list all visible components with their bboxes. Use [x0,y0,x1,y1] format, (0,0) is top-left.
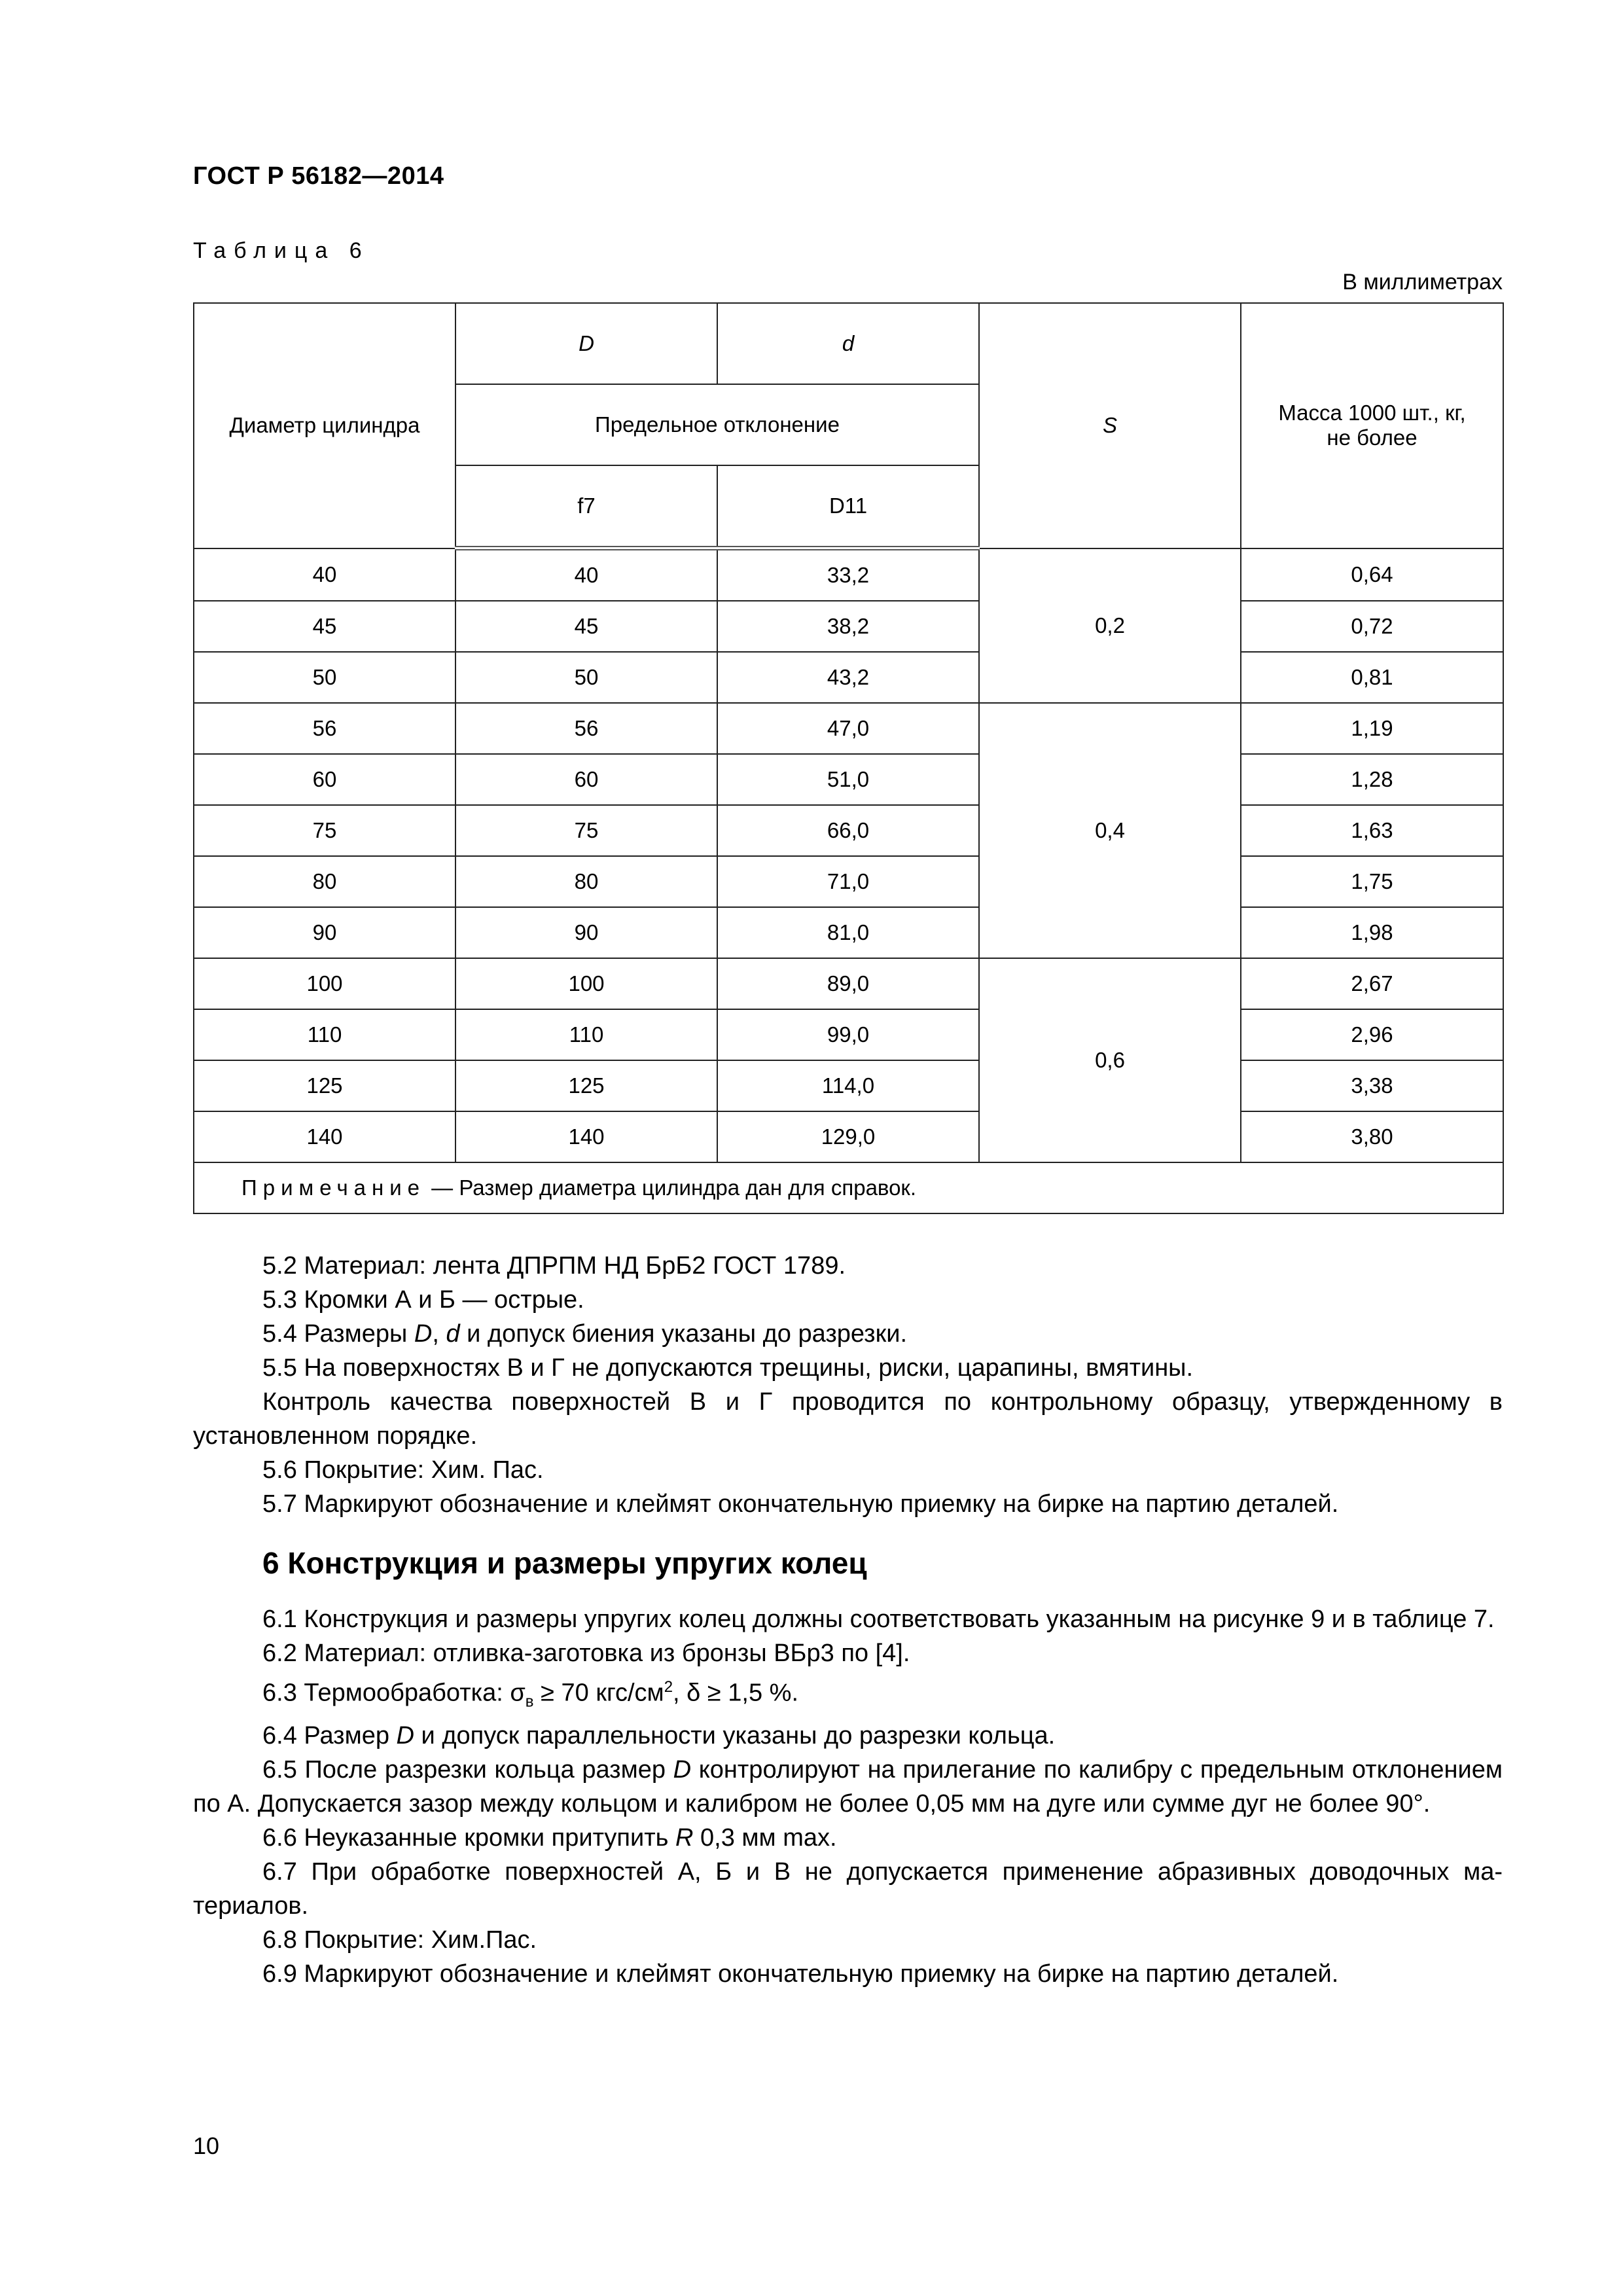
cell-mass: 2,96 [1241,1009,1503,1060]
text: контролируют на прилегание по калибру с предельным отклонением по А. Допускается зазор между кольцом и калибром не более 0,05 мм на дуге или сумме дуг не более 90°. [193,1756,1503,1818]
header-diameter: Диаметр цилиндра [194,303,455,548]
text: 6.3 Термообработка: σ [262,1679,526,1707]
header-mass: Масса 1000 шт., кг, не более [1241,303,1503,548]
table-row [194,601,1503,652]
cell-D: 75 [455,805,717,856]
table-note-row [194,1162,1503,1213]
table-row [194,754,1503,805]
paragraph-5-5-continued: Контроль качества поверхностей В и Г проводится по контрольному образцу, утвержденному в установленном порядке. [193,1388,1503,1450]
header-D: D [455,303,717,384]
body-text [193,1249,1503,1991]
header-tolerance: Предельное отклонение [455,384,979,465]
paragraph-6-8: 6.8 Покрытие: Хим.Пас. [262,1926,537,1954]
cell-diameter: 100 [194,958,455,1009]
table-units: В миллиметрах [1342,270,1503,295]
cell-d: 71,0 [717,856,979,907]
table-row [194,907,1503,958]
text: 6.6 Неуказанные кромки притупить [262,1824,675,1852]
cell-D: 80 [455,856,717,907]
header-d: d [717,303,979,384]
cell-D: 45 [455,601,717,652]
cell-S: 0,2 [979,548,1241,704]
table-row [194,805,1503,856]
cell-diameter: 75 [194,805,455,856]
paragraph-6-4 [193,1719,1503,1753]
paragraph-6-7: 6.7 При обработке поверхностей А, Б и В не допускается применение абразивных доводочных материалов. [193,1858,1503,1920]
cell-mass: 1,28 [1241,754,1503,805]
text: и допуск параллельности указаны до разрезки кольца. [414,1722,1056,1750]
table-row [194,652,1503,703]
cell-D: 60 [455,754,717,805]
text: , δ ≥ 1,5 %. [673,1679,799,1707]
cell-mass: 1,98 [1241,907,1503,958]
paragraph-6-3 [193,1670,1503,1719]
cell-D: 100 [455,958,717,1009]
cell-mass: 1,19 [1241,703,1503,754]
paragraph-6-2: 6.2 Материал: отливка-заготовка из бронзы ВБр3 по [4]. [262,1640,910,1667]
cell-S: 0,6 [979,958,1241,1162]
symbol-d: d [446,1320,460,1348]
cell-mass: 3,38 [1241,1060,1503,1111]
paragraph-6-9: 6.9 Маркируют обозначение и клеймят окончательную приемку на бирке на партию деталей. [262,1960,1339,1988]
paragraph-6-5 [193,1753,1503,1821]
cell-d: 51,0 [717,754,979,805]
cell-d: 114,0 [717,1060,979,1111]
text: и допуск биения указаны до разрезки. [459,1320,908,1348]
cell-D: 90 [455,907,717,958]
cell-diameter: 40 [194,548,455,601]
cell-mass: 0,81 [1241,652,1503,703]
text: 6.4 Размер [262,1722,397,1750]
cell-d: 38,2 [717,601,979,652]
table-row [194,1009,1503,1060]
cell-d: 47,0 [717,703,979,754]
symbol-D: D [396,1722,414,1750]
table-row [194,958,1503,1009]
table-row [194,548,1503,601]
cell-mass: 1,75 [1241,856,1503,907]
dimensions-table [193,302,1504,1214]
text: 5.4 Размеры [262,1320,414,1348]
cell-mass: 2,67 [1241,958,1503,1009]
cell-mass: 0,64 [1241,548,1503,601]
cell-S: 0,4 [979,703,1241,958]
table-row [194,1111,1503,1162]
superscript: 2 [664,1678,673,1696]
cell-d: 81,0 [717,907,979,958]
text: ≥ 70 кгс/см [533,1679,664,1707]
note-prefix: Примечание [241,1175,426,1200]
subscript: в [525,1693,534,1711]
section-6-heading: 6 Конструкция и размеры упругих колец [262,1546,867,1580]
table-row [194,703,1503,754]
note-text: — Размер диаметра цилиндра дан для справок. [425,1175,917,1200]
cell-D: 56 [455,703,717,754]
cell-D: 140 [455,1111,717,1162]
cell-diameter: 90 [194,907,455,958]
paragraph-5-5: 5.5 На поверхностях В и Г не допускаются трещины, риски, царапины, вмятины. [262,1354,1194,1382]
symbol-D: D [414,1320,433,1348]
cell-diameter: 56 [194,703,455,754]
header-f7: f7 [455,465,717,548]
cell-mass: 0,72 [1241,601,1503,652]
cell-diameter: 50 [194,652,455,703]
text: 6.5 После разрезки кольца размер [262,1756,673,1784]
cell-diameter: 140 [194,1111,455,1162]
header-S: S [979,303,1241,548]
cell-diameter: 45 [194,601,455,652]
cell-mass: 1,63 [1241,805,1503,856]
cell-diameter: 125 [194,1060,455,1111]
text: 0,3 мм max. [693,1824,837,1852]
cell-D: 110 [455,1009,717,1060]
paragraph-5-4 [193,1317,1503,1351]
paragraph-5-3: 5.3 Кромки А и Б — острые. [262,1286,584,1314]
cell-diameter: 110 [194,1009,455,1060]
symbol-D: D [673,1756,692,1784]
table-row [194,1060,1503,1111]
paragraph-5-7: 5.7 Маркируют обозначение и клеймят окончательную приемку на бирке на партию деталей. [262,1490,1339,1518]
paragraph-5-6: 5.6 Покрытие: Хим. Пас. [262,1456,544,1484]
table-row [194,856,1503,907]
cell-d: 33,2 [717,548,979,601]
page-number: 10 [193,2132,220,2159]
table-caption: Таблица 6 [193,238,370,263]
paragraph-6-6 [193,1821,1503,1855]
cell-diameter: 60 [194,754,455,805]
cell-D: 125 [455,1060,717,1111]
cell-d: 89,0 [717,958,979,1009]
paragraph-6-1: 6.1 Конструкция и размеры упругих колец должны соответствовать указанным на рисунке 9 и в таблице 7. [262,1605,1495,1633]
cell-diameter: 80 [194,856,455,907]
cell-d: 66,0 [717,805,979,856]
cell-d: 43,2 [717,652,979,703]
cell-d: 129,0 [717,1111,979,1162]
cell-D: 40 [455,548,717,601]
cell-d: 99,0 [717,1009,979,1060]
header-D11: D11 [717,465,979,548]
cell-mass: 3,80 [1241,1111,1503,1162]
paragraph-5-2: 5.2 Материал: лента ДПРПМ НД БрБ2 ГОСТ 1789. [262,1252,846,1280]
document-code: ГОСТ Р 56182—2014 [193,162,444,190]
text: , [432,1320,446,1348]
table-note [194,1162,1503,1213]
symbol-R: R [675,1824,694,1852]
cell-D: 50 [455,652,717,703]
